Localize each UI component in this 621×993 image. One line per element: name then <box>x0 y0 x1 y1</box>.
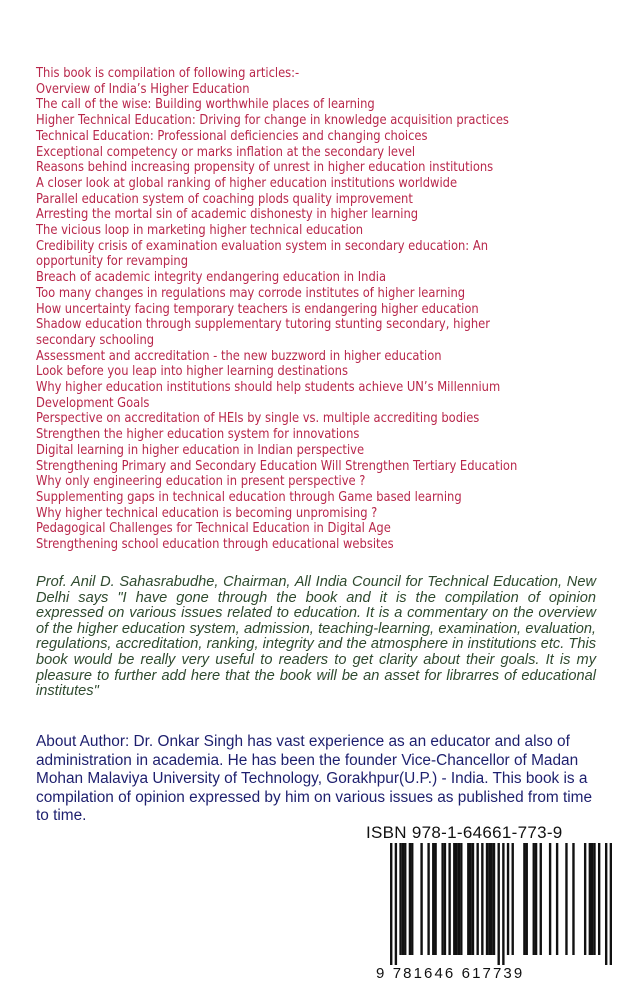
article-item: How uncertainty facing temporary teachers is endangering higher education <box>36 301 479 317</box>
barcode-bar <box>610 843 612 965</box>
barcode-bar <box>460 843 462 955</box>
article-item: Technical Education: Professional deficiencies and changing choices <box>36 128 428 144</box>
barcode-digits: 9 781646 617739 <box>376 965 525 982</box>
barcode-bar <box>490 843 492 955</box>
barcode-bar <box>455 843 457 955</box>
barcode-bar <box>453 843 455 955</box>
article-item: Breach of academic integrity endangering education in India <box>36 270 387 286</box>
barcode-bar <box>565 843 567 955</box>
barcode-bar <box>605 843 607 965</box>
barcode-bar <box>409 843 411 955</box>
barcode-bar <box>526 843 528 955</box>
article-item: A closer look at global ranking of higher education institutions worldwide <box>36 175 458 191</box>
barcode-bar <box>540 843 542 955</box>
article-item: Credibility crisis of examination evaluation system in secondary education: An opportunity for revamping <box>36 238 489 270</box>
barcode-bar <box>420 843 422 955</box>
isbn-barcode <box>366 823 612 983</box>
article-item: Arresting the mortal sin of academic dishonesty in higher learning <box>36 207 419 223</box>
barcode-bar <box>390 843 392 965</box>
barcode-bar <box>493 843 495 955</box>
about-author: About Author: Dr. Onkar Singh has vast experience as an educator and also of administration in academia. He has been the founder Vice-Chancellor of Madan Mohan Malaviya University of Technology, Gorakhpur(U.P.) - India. This book is a compilation of opinion expressed by him on various issues as published from time to time. <box>36 733 593 825</box>
barcode-bar <box>488 843 490 955</box>
article-item: Perspective on accreditation of HEIs by single vs. multiple accrediting bodies <box>36 411 480 427</box>
article-item: Strengthening Primary and Secondary Education Will Strengthen Tertiary Education <box>36 458 518 474</box>
barcode-bar <box>593 843 595 955</box>
article-item: Why higher education institutions should help students achieve UN’s Millennium Development Goals <box>36 380 501 411</box>
barcode-bar <box>467 843 469 955</box>
barcode-bar <box>589 843 591 955</box>
article-item: Exceptional competency or marks inflation at the secondary level <box>36 144 416 160</box>
barcode-bar <box>512 843 514 955</box>
barcode-bar <box>556 843 558 955</box>
barcode-bar <box>481 843 483 955</box>
barcode-bar <box>444 843 446 955</box>
barcode-bars <box>376 843 612 965</box>
article-item: The vicious loop in marketing higher technical education <box>36 223 364 239</box>
barcode-bar <box>549 843 551 955</box>
isbn-label: ISBN 978-1-64661-773-9 <box>366 823 563 842</box>
article-item: The call of the wise: Building worthwhile places of learning <box>36 97 375 113</box>
barcode-bar <box>486 843 488 955</box>
article-item: Look before you leap into higher learning destinations <box>36 364 348 380</box>
barcode-bar <box>507 843 509 955</box>
article-item: Why only engineering education in present perspective ? <box>36 474 366 490</box>
article-item: Shadow education through supplementary tutoring stunting secondary, higher secondary schooling <box>36 317 490 348</box>
barcode-bar <box>502 843 504 965</box>
endorsement-quote: Prof. Anil D. Sahasrabudhe, Chairman, All India Council for Technical Education, New Delhi says "I have gone through the book and it is the compilation of opinion expressed on various issues related to education. It is a commentary on the overview of the higher education system, admission, teaching-learning, examination, evaluation, regulations, accreditation, ranking, integrity and the atmosphere in institutions etc. This book would be really very useful to readers to get clarity about their goals. It is my pleasure to further add here that the book will be an asset for librarres of educational institutes" <box>36 574 596 700</box>
barcode-bar <box>472 843 474 955</box>
article-item: Too many changes in regulations may corrode institutes of higher learning <box>36 285 466 301</box>
barcode-bar <box>458 843 460 955</box>
article-item: Reasons behind increasing propensity of unrest in higher education institutions <box>36 160 494 176</box>
article-item: Supplementing gaps in technical education through Game based learning <box>36 489 462 505</box>
article-item: Overview of India’s Higher Education <box>36 81 250 97</box>
barcode-bar <box>427 843 429 955</box>
barcode-bar <box>434 843 436 955</box>
barcode-bar <box>404 843 406 955</box>
article-item: Strengthen the higher education system for innovations <box>36 427 360 443</box>
barcode-bar <box>441 843 443 955</box>
article-item: Parallel education system of coaching plods quality improvement <box>36 191 413 207</box>
article-item: Pedagogical Challenges for Technical Education in Digital Age <box>36 521 391 537</box>
barcode-bar <box>402 843 404 955</box>
barcode-bar <box>498 843 500 965</box>
barcode-bar <box>584 843 586 955</box>
barcode-bar <box>411 843 413 955</box>
article-list-intro: This book is compilation of following articles:- <box>36 66 300 81</box>
article-item: Higher Technical Education: Driving for change in knowledge acquisition practices <box>36 113 509 129</box>
barcode-bar <box>535 843 537 955</box>
barcode-bar <box>533 843 535 955</box>
barcode-bar <box>469 843 471 955</box>
barcode-bar <box>476 843 478 955</box>
article-list <box>36 66 599 553</box>
article-item: Why higher technical education is becoming unpromising ? <box>36 505 378 521</box>
article-item: Digital learning in higher education in Indian perspective <box>36 442 365 458</box>
barcode-bar <box>591 843 593 955</box>
barcode-bar <box>572 843 574 955</box>
barcode-bar <box>399 843 401 955</box>
barcode-bar <box>432 843 434 955</box>
article-item: Assessment and accreditation - the new buzzword in higher education <box>36 348 442 364</box>
barcode-bar <box>598 843 600 955</box>
barcode-bar <box>523 843 525 955</box>
barcode-bar <box>448 843 450 955</box>
article-item: Strengthening school education through educational websites <box>36 537 394 553</box>
barcode-bar <box>395 843 397 965</box>
